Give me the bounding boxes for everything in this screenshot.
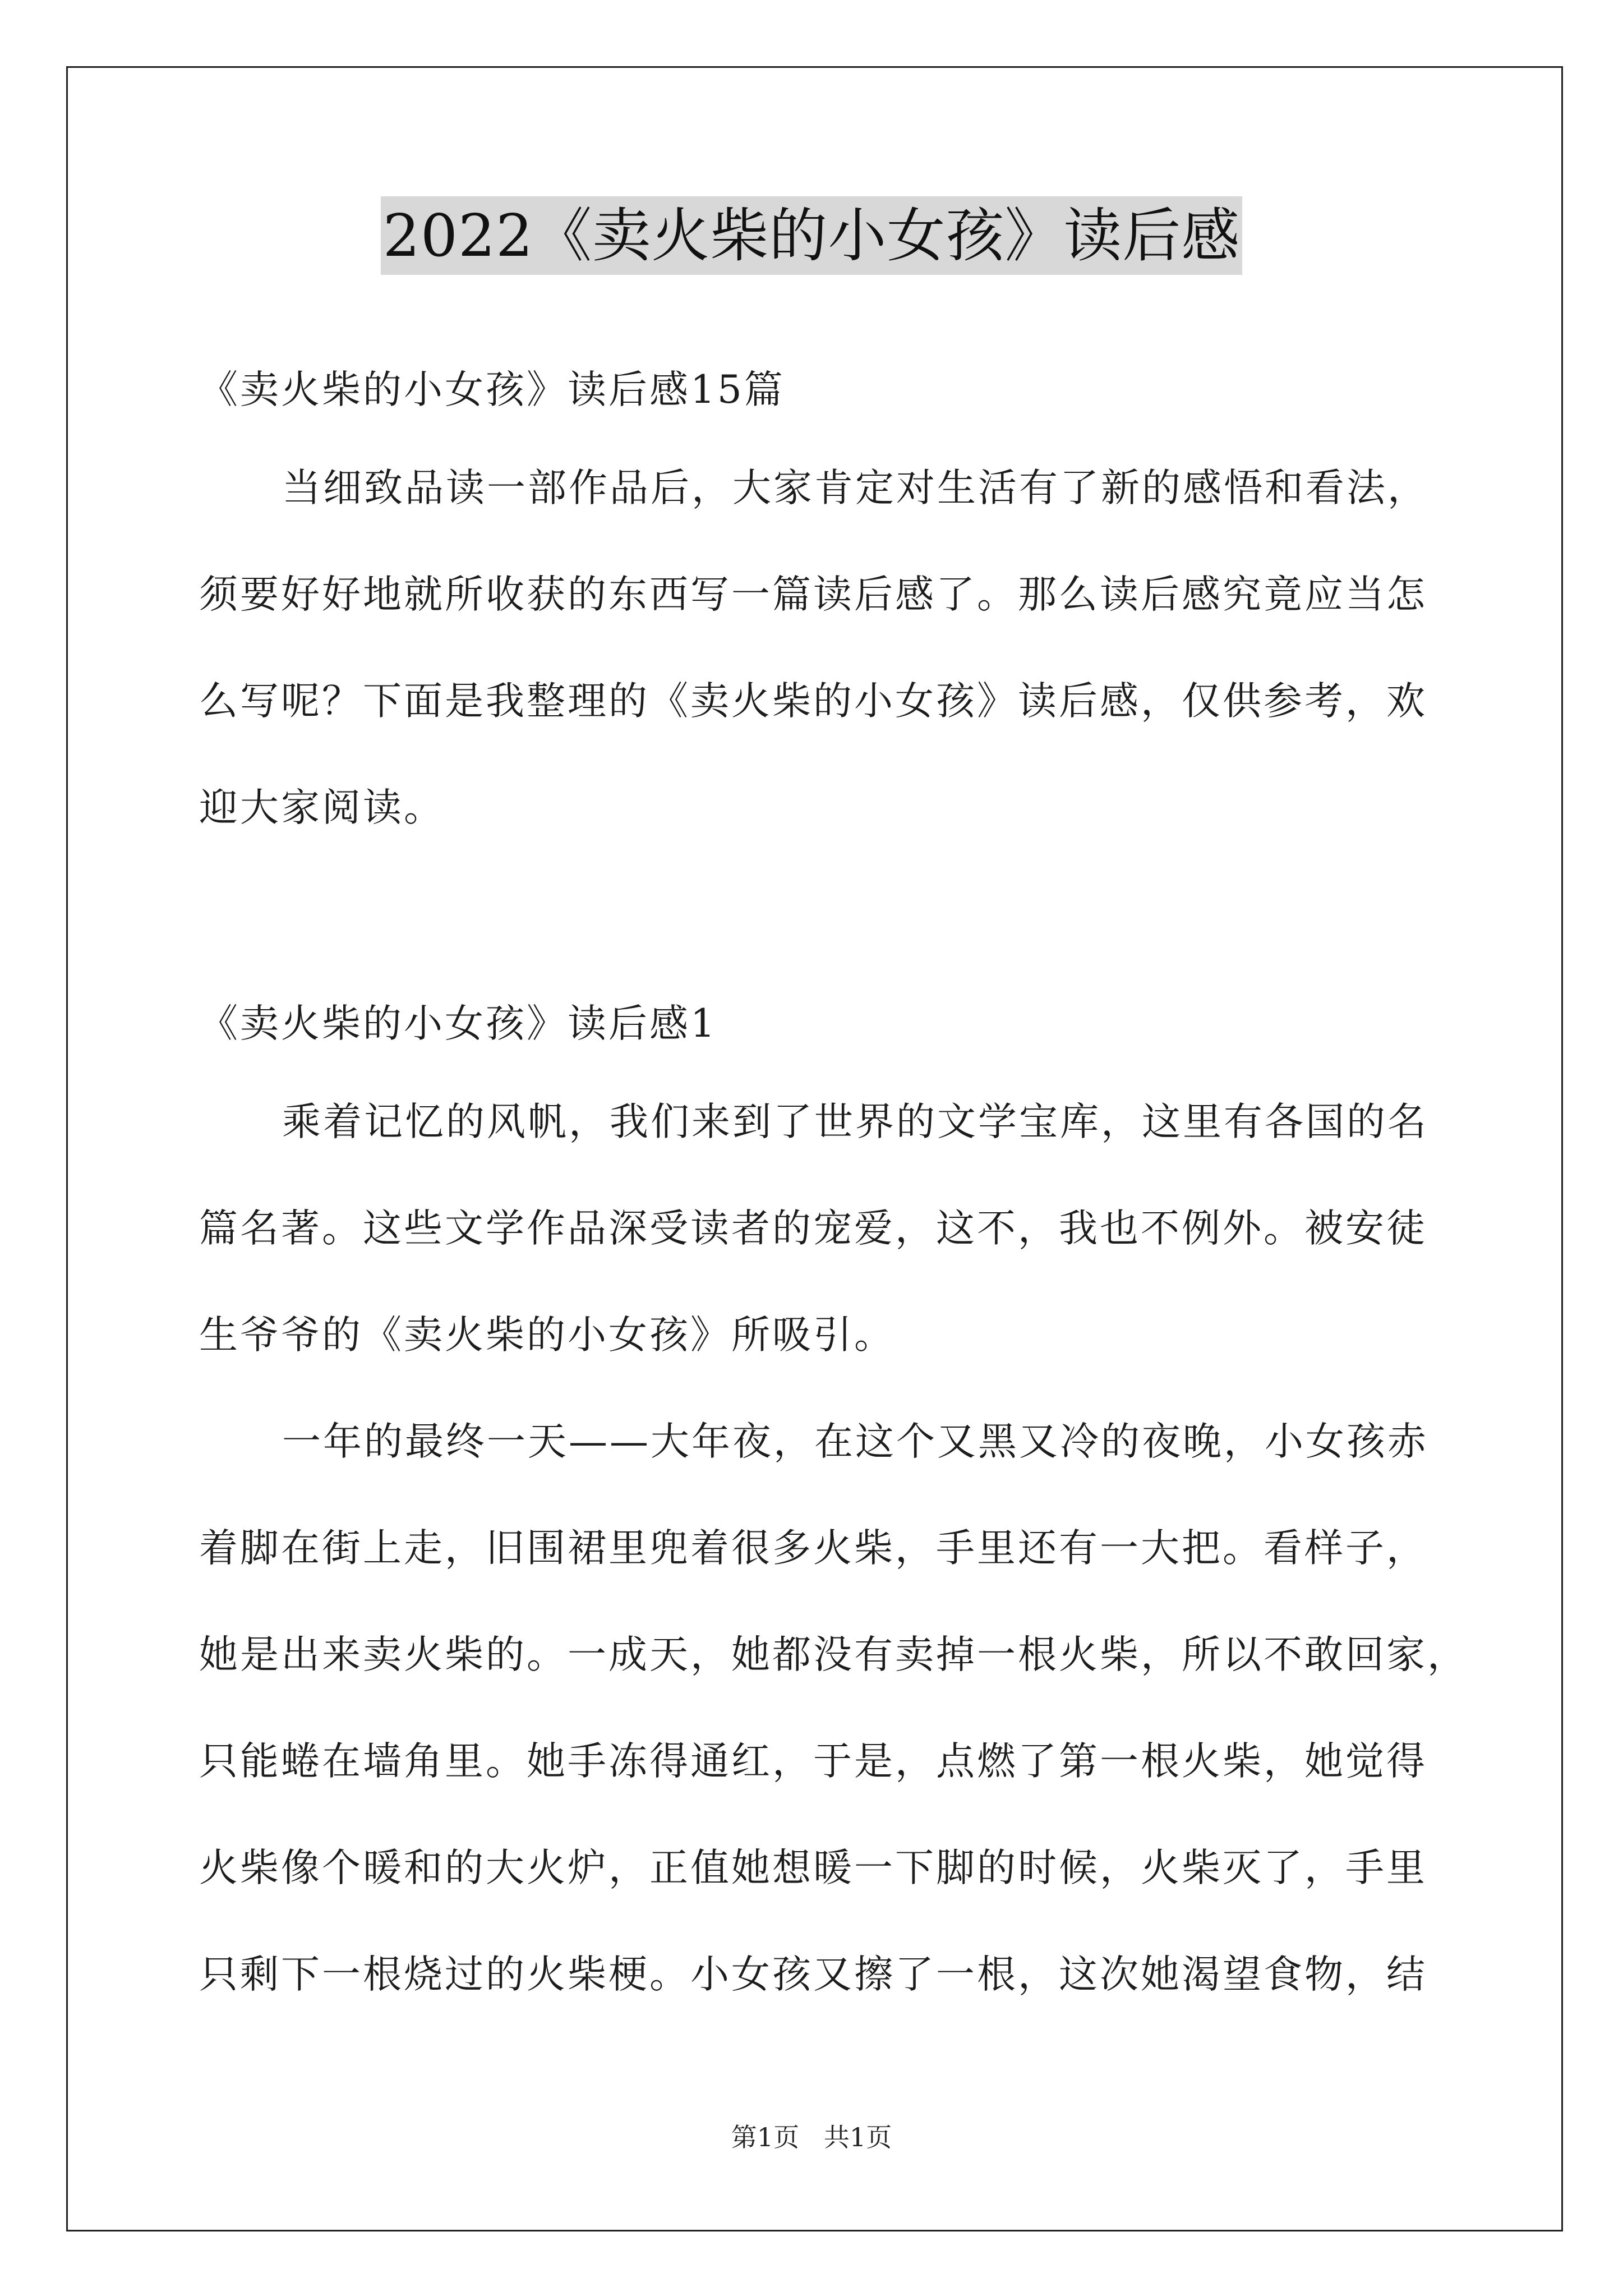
- intro-paragraph: [199, 435, 1458, 861]
- paragraph-line: 着脚在街上走，旧围裙里兜着很多火柴，手里还有一大把。看样子，: [199, 1526, 1427, 1571]
- subtitle-block: [199, 337, 1458, 443]
- intro-line: 迎大家阅读。: [199, 785, 445, 830]
- paragraph-1: [199, 1069, 1458, 1388]
- document-title: 2022《卖火柴的小女孩》读后感: [381, 196, 1243, 275]
- paragraph-2: [199, 1388, 1468, 2028]
- document-subtitle: 《卖火柴的小女孩》读后感15篇: [199, 367, 785, 412]
- title-container: [0, 196, 1623, 275]
- paragraph-line: 一年的最终一天——大年夜，在这个又黑又冷的夜晚，小女孩赤: [282, 1419, 1428, 1464]
- paragraph-line: 篇名著。这些文学作品深受读者的宠爱，这不，我也不例外。被安徒: [199, 1206, 1427, 1251]
- section-heading: 《卖火柴的小女孩》读后感1: [199, 1001, 717, 1046]
- intro-line: 么写呢？下面是我整理的《卖火柴的小女孩》读后感，仅供参考，欢: [199, 679, 1427, 724]
- paragraph-line: 只能蜷在墙角里。她手冻得通红，于是，点燃了第一根火柴，她觉得: [199, 1739, 1427, 1784]
- paragraph-line: 生爷爷的《卖火柴的小女孩》所吸引。: [199, 1313, 895, 1358]
- paragraph-line: 乘着记忆的风帆，我们来到了世界的文学宝库，这里有各国的名: [282, 1099, 1428, 1144]
- paragraph-line: 火柴像个暖和的大火炉，正值她想暖一下脚的时候，火柴灭了，手里: [199, 1846, 1427, 1890]
- intro-line: 须要好好地就所收获的东西写一篇读后感了。那么读后感究竟应当怎: [199, 572, 1427, 617]
- page-footer: 第1页 共1页: [731, 2122, 892, 2152]
- intro-line: 当细致品读一部作品后，大家肯定对生活有了新的感悟和看法，: [282, 466, 1428, 510]
- paragraph-line: 她是出来卖火柴的。一成天，她都没有卖掉一根火柴，所以不敢回家，: [199, 1632, 1468, 1677]
- section-heading-block: [199, 970, 1458, 1077]
- paragraph-line: 只剩下一根烧过的火柴梗。小女孩又擦了一根，这次她渴望食物，结: [199, 1952, 1427, 1997]
